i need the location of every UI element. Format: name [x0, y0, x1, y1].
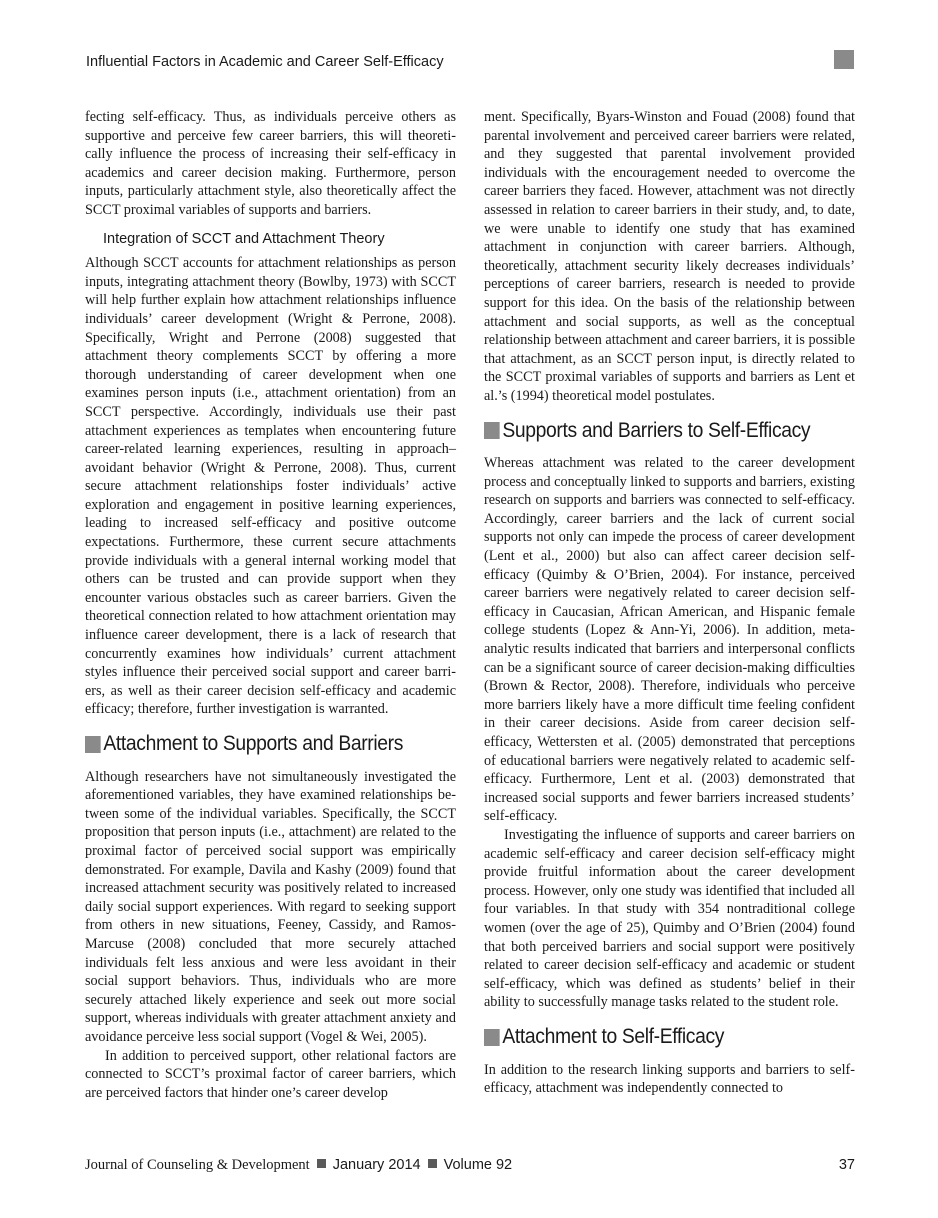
- journal-name: Journal of Counseling & Development: [85, 1157, 310, 1173]
- paragraph: fecting self-efficacy. Thus, as individuals perceive others as supportive and perceive few career barriers, this will theoretically influence the process of increasing their self-efficacy in academics and career decision making. Furthermore, person inputs, particularly attachment style, also theoretically affect the SCCT proximal variables of supports and barriers.: [85, 109, 456, 218]
- footer-square-icon: [428, 1159, 437, 1168]
- left-column: [85, 108, 456, 1102]
- right-column: [484, 108, 855, 1098]
- heading-square-icon: [85, 736, 101, 753]
- footer-citation: [85, 1157, 512, 1174]
- running-header: Influential Factors in Academic and Career Self-Efficacy: [86, 54, 444, 70]
- paragraph: In addition to the research linking supports and barriers to self-efficacy, attachment was independently connected to: [484, 1061, 855, 1097]
- heading-square-icon: [484, 422, 500, 439]
- paragraph: Investigating the influence of supports and career barriers on academic self-efficacy and career decision self-efficacy might provide fruitful information about the career development process. However, only one study was identified that included all four variables. In that study with 354 nontraditional college women (over the age of 25), Quimby and O’Brien (2004) found that both perceived barriers and social support were positively related to career decision self-efficacy and academic or student self-efficacy, which was defined as students’ belief in their ability to successfully manage tasks related to the student role.: [484, 826, 855, 1011]
- paragraph: Although researchers have not simultaneously investigated the aforementioned variables, they have examined relationships between some of the individual variables. Specifically, the SCCT proposition that person inputs (i.e., attachment) are related to the proximal factor of perceived social support was empirically demonstrated. For example, Davila and Kashy (2009) found that increased attachment security was positively related to increased daily social support experiences. With regard to seeking support from others in new situations, Feeney, Cassidy, and Ramos-Marcuse (2008) concluded that more securely attached individuals felt less anxious and were less avoidant in their social support behaviors. Thus, individuals who are more securely attached likely experience and seek out more social support, whereas individuals with greater attachment anxiety and avoidance perceive less social support (Vogel & Wei, 2005).: [85, 768, 456, 1045]
- subsection-heading: Integration of SCCT and Attachment Theory: [103, 230, 385, 247]
- paragraph: Although SCCT accounts for attachment relationships as person inputs, integrating attachment theory (Bowlby, 1973) with SCCT will help further explain how attachment relationships influence individuals’ career development (Wright & Perrone, 2008). Specifically, Wright and Perrone (2008) suggested that attachment theory complements SCCT by offering a more thorough understanding of career development when one examines person inputs (i.e., attachment orientation) from an SCCT perspective. Accordingly, individuals use their past attachment experiences as templates when encountering future career-related learning experiences, resulting in approach–avoidant behavior (Wright & Perrone, 2008). Thus, current secure attachment relationships foster individuals’ active exploration and engagement in positive learning experiences, leading to increased self-efficacy and positive outcome expectations. Furthermore, these current secure attachments provide individuals with a general internal working model that others can be trusted and can provide support when they encounter various obstacles such as career barriers. Given the theoretical connection related to how attachment orientation may influence career development, there is a lack of research that concurrently examines how individuals’ current attachment styles influence their perceived social support and career barriers, as well as their career decision self-efficacy and academic efficacy; therefore, further investigation is warranted.: [85, 255, 456, 718]
- section-heading-text: Attachment to Self-Efficacy: [502, 1024, 725, 1048]
- paragraph: ment. Specifically, Byars-Winston and Fouad (2008) found that parental involvement and perceived career barriers were related, and they suggested that parental involvement provided individuals with the encouragement needed to overcome the career barriers they faced. However, attachment was not directly assessed in relation to career barriers in their study, and, to date, we were unable to identify one study that has examined attachment in conjunction with career barriers. Although, theoretically, attachment security likely decreases individuals’ perceptions of career barriers, research is needed to provide support for this idea. On the basis of the relationship between attachment and social supports, as well as the conceptual relationship between attachment and career barriers, it is possible that attachment, as an SCCT person input, is directly related to the SCCT proximal variables of supports and barriers as Lent et al.’s (1994) theoretical model postulates.: [484, 109, 855, 404]
- paragraph: In addition to perceived support, other relational factors are connected to SCCT’s proximal factor of career barriers, which are perceived factors that hinder one’s career develop: [85, 1047, 456, 1101]
- section-heading-text: Supports and Barriers to Self-Efficacy: [502, 418, 811, 442]
- section-heading: [484, 418, 825, 442]
- heading-square-icon: [484, 1029, 500, 1046]
- footer-square-icon: [317, 1159, 326, 1168]
- section-heading-text: Attachment to Supports and Barriers: [103, 732, 404, 755]
- header-decoration-square: [834, 50, 854, 69]
- section-heading: [484, 1024, 825, 1048]
- paragraph: Whereas attachment was related to the career development process and conceptually linked to supports and barriers, existing research on supports and barriers was connected to self-efficacy. Accordingly, career barriers and the lack of current social supports not only can impede the process of career development (Lent et al., 2000) but also can affect career decision self-efficacy (Quimby & O’Brien, 2004). For instance, perceived career barriers were negatively related to career decision self-efficacy in Caucasian, African American, and Hispanic female college students (Lopez & Ann-Yi, 2006). In addition, meta-analytic results indicated that barriers and interpersonal conflicts can be a significant source of career decision-making difficulties (Brown & Rector, 2008). Therefore, individuals who perceive more barriers likely have a more difficult time feeling confident in their career decisions. Aside from career decision self-efficacy, Wettersten et al. (2005) demonstrated that perceptions of educational barriers were negatively related to academic self-efficacy. Furthermore, Lent et al. (2003) demonstrated that increased social supports and fewer barriers increased students’ self-efficacy.: [484, 455, 855, 825]
- page-footer: [85, 1157, 855, 1174]
- section-heading: [85, 732, 426, 755]
- page-number: 37: [838, 1157, 855, 1173]
- issue-date: January 2014: [332, 1157, 421, 1173]
- volume: Volume 92: [443, 1157, 513, 1173]
